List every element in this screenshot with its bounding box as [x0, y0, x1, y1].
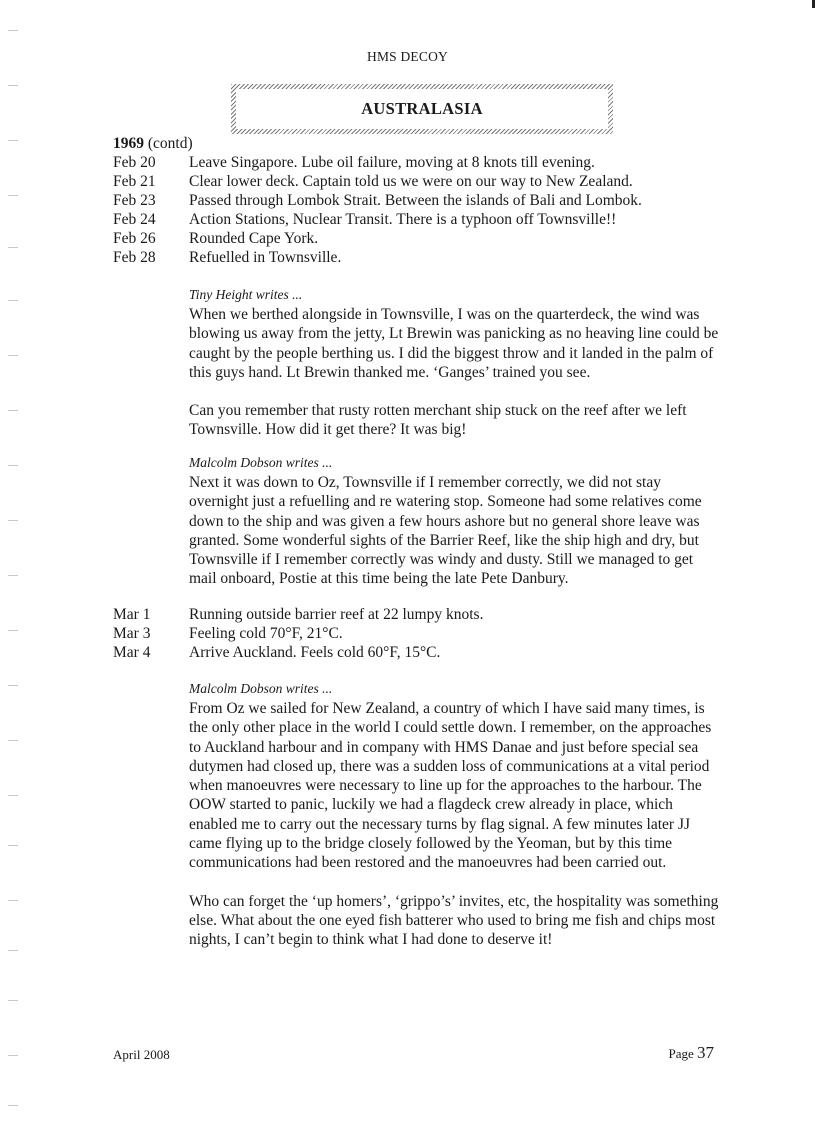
- margin-mark: [8, 575, 18, 576]
- margin-mark: [8, 1055, 18, 1056]
- year-heading: [113, 135, 193, 153]
- margin-mark: [8, 1105, 18, 1106]
- binding-margin-marks: [8, 0, 22, 1122]
- log-entry: [113, 172, 733, 191]
- margin-mark: [8, 685, 18, 686]
- margin-mark: [8, 795, 18, 796]
- footer-page-number: [668, 1043, 714, 1063]
- log-entry-date: Mar 4: [113, 644, 151, 661]
- log-entry-text: Running outside barrier reef at 22 lumpy knots.: [189, 606, 484, 623]
- quote-tiny-height: [189, 286, 724, 440]
- footer-date: April 2008: [113, 1047, 170, 1062]
- margin-mark: [8, 247, 18, 248]
- log-entry: [113, 605, 733, 624]
- quote-paragraph: When we berthed alongside in Townsville, I was on the quarterdeck, the wind was blowing us away from the jetty, Lt Brewin was panicking as no heaving line could be caught by the people berthing us. I did the biggest throw and it landed in the palm of this guys hand. Lt Brewin thanked me. ‘Ganges’ trained you see.: [189, 306, 719, 381]
- log-entry: [113, 191, 733, 210]
- section-title: AUSTRALASIA: [361, 99, 483, 118]
- quote-author: Malcolm Dobson writes ...: [189, 681, 333, 696]
- section-title-box: [231, 84, 613, 134]
- margin-mark: [8, 520, 18, 521]
- margin-mark: [8, 355, 18, 356]
- log-entry-date: Feb 24: [113, 211, 156, 228]
- log-entry-date: Feb 26: [113, 230, 156, 247]
- log-entry: [113, 153, 733, 172]
- log-entry-text: Action Stations, Nuclear Transit. There is a typhoon off Townsville!!: [189, 211, 617, 228]
- log-entry: [113, 229, 733, 248]
- margin-mark: [8, 300, 18, 301]
- log-entry: [113, 643, 733, 662]
- log-entry-text: Rounded Cape York.: [189, 230, 319, 247]
- log-entry-date: Feb 20: [113, 154, 156, 171]
- log-entry-text: Feeling cold 70°F, 21°C.: [189, 625, 343, 642]
- quote-author: Malcolm Dobson writes ...: [189, 455, 333, 470]
- quote-paragraph: Next it was down to Oz, Townsville if I remember correctly, we did not stay overnight just a refuelling and re watering stop. Someone had some relatives come down to the ship and was given a few hours ashore but no general shore leave was granted. Some wonderful sights of the Barrier Reef, like the ship high and dry, but Townsville if I remember correctly was windy and dusty. Still we managed to get mail onboard, Postie at this time being the late Pete Danbury.: [189, 474, 702, 588]
- margin-mark: [8, 900, 18, 901]
- quote-paragraph: Can you remember that rusty rotten merchant ship stuck on the reef after we left Townsville. How did it get there? It was big!: [189, 402, 687, 439]
- footer-page-label: Page: [668, 1046, 694, 1061]
- quote-paragraph: Who can forget the ‘up homers’, ‘grippo’s’ invites, etc, the hospitality was something else. What about the one eyed fish batterer who used to bring me fish and chips most nights, I can’t begin to think what I had done to deserve it!: [189, 892, 719, 949]
- log-entry-date: Feb 23: [113, 192, 156, 209]
- log-entry: [113, 248, 733, 267]
- margin-mark: [8, 30, 18, 31]
- log-entry-date: Feb 28: [113, 249, 156, 266]
- margin-mark: [8, 410, 18, 411]
- quote-malcolm-dobson-new-zealand: [189, 680, 724, 950]
- log-entry-date: Mar 1: [113, 606, 151, 623]
- log-entries-february: [113, 153, 733, 267]
- log-entry-text: Clear lower deck. Captain told us we were on our way to New Zealand.: [189, 173, 633, 190]
- margin-mark: [8, 465, 18, 466]
- log-entry-date: Mar 3: [113, 625, 151, 642]
- margin-mark: [8, 845, 18, 846]
- margin-mark: [8, 195, 18, 196]
- log-entry-text: Refuelled in Townsville.: [189, 249, 342, 266]
- log-entry-text: Leave Singapore. Lube oil failure, moving at 8 knots till evening.: [189, 154, 595, 171]
- margin-mark: [8, 85, 18, 86]
- log-entry-text: Arrive Auckland. Feels cold 60°F, 15°C.: [189, 644, 441, 661]
- log-entries-march: [113, 605, 733, 662]
- quote-malcolm-dobson-townsville: [189, 454, 724, 589]
- section-title-box-inner: [236, 89, 608, 129]
- quote-author: Tiny Height writes ...: [189, 287, 303, 302]
- log-entry-text: Passed through Lombok Strait. Between the islands of Bali and Lombok.: [189, 192, 642, 209]
- log-entry-date: Feb 21: [113, 173, 156, 190]
- publication-header: HMS DECOY: [367, 49, 448, 64]
- margin-mark: [8, 140, 18, 141]
- year-heading-year: 1969: [113, 135, 144, 152]
- year-heading-suffix: (contd): [147, 135, 193, 152]
- margin-mark: [8, 740, 18, 741]
- margin-mark: [8, 630, 18, 631]
- log-entry: [113, 210, 733, 229]
- quote-paragraph: From Oz we sailed for New Zealand, a country of which I have said many times, is the only other place in the world I could settle down. I remember, on the approaches to Auckland harbour and in company with HMS Danae and just before special sea dutymen had closed up, there was a sudden loss of communications at a vital period when manoeuvres were necessary to line up for the approaches to the harbour. The OOW started to panic, luckily we had a flagdeck crew already in place, which enabled me to carry out the necessary turns by flag signal. A few minutes later JJ came flying up to the bridge closely followed by the Yeoman, but by this time communications had been restored and the manoeuvres had been carried out.: [189, 700, 712, 872]
- footer-page-value: 37: [697, 1043, 714, 1062]
- log-entry: [113, 624, 733, 643]
- margin-mark: [8, 1000, 18, 1001]
- margin-mark: [8, 950, 18, 951]
